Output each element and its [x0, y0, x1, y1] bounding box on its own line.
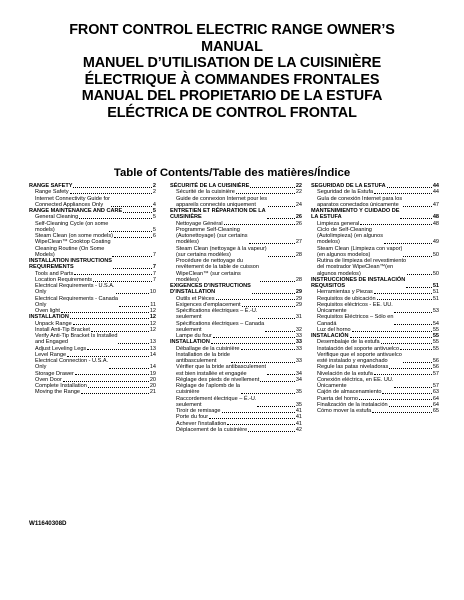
- toc-entry: [29, 296, 156, 309]
- dot-leader: [93, 281, 152, 282]
- toc-entry-label: Verifique que el soporte antivuelco esté instalado y enganchado: [317, 351, 402, 364]
- toc-entry-label: Installation de la bride antibasculement: [176, 351, 230, 364]
- dot-leader: [389, 368, 432, 369]
- toc-entry-label: Level Range: [35, 351, 67, 358]
- toc-page-number: 13: [149, 339, 156, 346]
- dot-leader: [384, 243, 432, 244]
- dot-leader: [267, 374, 295, 375]
- dot-leader: [252, 293, 295, 294]
- toc-entry-label: Range Safety: [35, 189, 69, 196]
- toc-entry-label: Guide de connexion Internet pour les appareils connectés uniquement: [176, 195, 267, 208]
- dot-leader: [242, 306, 295, 307]
- dot-leader: [382, 393, 431, 394]
- toc-page-number: 5: [152, 214, 156, 221]
- dot-leader: [394, 387, 431, 388]
- toc-entry-label: Puerta del horno: [317, 395, 359, 402]
- toc-page-number: 55: [432, 339, 439, 346]
- toc-entry: [311, 258, 439, 277]
- toc-entry: [170, 196, 302, 209]
- dot-leader: [112, 256, 152, 257]
- toc-entry: [29, 358, 156, 371]
- toc-entry: [170, 308, 302, 321]
- dot-leader: [123, 212, 152, 213]
- toc-entry-label: Internet Connectivity Guide for Connected Appliances Only: [35, 195, 110, 208]
- dot-leader: [87, 349, 149, 350]
- toc-section-entry: [29, 258, 156, 271]
- toc-entry-label: Spécifications électriques – É.-U. seulement: [176, 308, 258, 321]
- toc-page-number: 12: [149, 314, 156, 321]
- dot-leader: [387, 187, 432, 188]
- toc-entry-label: Programme Self-Cleaning (Autonettoyage) (sur certains modèles): [176, 226, 248, 246]
- toc-section-entry: [170, 208, 302, 221]
- dot-leader: [394, 312, 432, 313]
- toc-page-number: 34: [295, 370, 302, 377]
- toc-entry-label: Tiroir de remisage: [176, 408, 221, 414]
- toc-section-entry: [311, 208, 439, 221]
- toc-entry-label: Instalación del soporte antivuelco: [317, 345, 400, 352]
- toc-entry: [311, 314, 439, 327]
- dot-leader: [350, 337, 432, 338]
- toc-entry: [311, 196, 439, 209]
- toc-entry-label: INSTALACIÓN: [311, 333, 349, 339]
- dot-leader: [260, 281, 295, 282]
- toc-page-number: 12: [149, 320, 156, 327]
- toc-entry-label: Electrical Connection - U.S.A. Only: [35, 358, 109, 371]
- toc-entry: [170, 427, 302, 433]
- dot-leader: [74, 274, 152, 275]
- toc-page-number: 47: [432, 201, 439, 208]
- dot-leader: [79, 218, 152, 219]
- toc-entry-label: Sécurité de la cuisinière: [176, 189, 235, 196]
- toc-entry: [170, 352, 302, 365]
- toc-entry-label: EXIGENCES D'INSTRUCTIONS D'INSTALLATION: [170, 283, 251, 296]
- toc-entry: [29, 196, 156, 209]
- dot-leader: [224, 224, 295, 225]
- dot-leader: [257, 406, 294, 407]
- toc-page-number: 41: [295, 414, 302, 421]
- toc-entry-label: Réglage de l'aplomb de la cuisinière: [176, 383, 240, 396]
- toc-entry-label: Steam Clean (nettoyage à la vapeur) (sur certains modèles): [176, 245, 267, 258]
- toc-page-number: 19: [149, 370, 156, 377]
- title-line-4: ÉLECTRIQUE À COMMANDES FRONTALES: [84, 71, 380, 88]
- toc-entry-label: RANGE MAINTENANCE AND CARE: [29, 208, 123, 214]
- dot-leader: [268, 206, 295, 207]
- toc-entry: [311, 246, 439, 259]
- dot-leader: [403, 362, 432, 363]
- toc-entry-label: INSTALLATION: [29, 314, 69, 321]
- toc-entry: [29, 221, 156, 234]
- toc-page-number: 33: [295, 358, 302, 364]
- toc-page-number: 21: [149, 389, 156, 396]
- toc-column-spanish: [311, 183, 439, 414]
- toc-entry-label: Location Requirements: [35, 276, 93, 283]
- toc-page-number: 55: [432, 345, 439, 352]
- toc-entry: [311, 302, 439, 315]
- toc-entry-label: Exigences d'emplacement: [176, 301, 241, 308]
- toc-page-number: 35: [295, 389, 302, 396]
- toc-entry-label: Requisitos Eléctricos – Sólo en Canadá: [317, 314, 394, 327]
- toc-entry-label: Unpack Range: [35, 320, 72, 327]
- toc-page-number: 34: [295, 376, 302, 383]
- toc-page-number: 5: [152, 226, 156, 233]
- toc-entry-label: Guía de conexión Internet para los aparatos conectados únicamente: [317, 195, 403, 208]
- toc-page-number: 51: [432, 283, 439, 289]
- toc-page-number: 57: [432, 370, 439, 377]
- toc-page-number: 35: [295, 401, 302, 408]
- toc-page-number: 20: [149, 376, 156, 383]
- toc-page-number: 4: [152, 201, 156, 208]
- dot-leader: [236, 193, 295, 194]
- dot-leader: [265, 331, 295, 332]
- dot-leader: [216, 299, 295, 300]
- toc-entry: [29, 239, 156, 258]
- toc-entry-label: Tools and Parts: [35, 270, 74, 277]
- toc-entry: [311, 377, 439, 390]
- dot-leader: [403, 256, 431, 257]
- dot-leader: [360, 224, 432, 225]
- toc-page-number: 57: [432, 383, 439, 389]
- toc-entry: [29, 283, 156, 296]
- dot-leader: [75, 374, 149, 375]
- toc-page-number: 33: [295, 333, 302, 339]
- title-line-1: FRONT CONTROL ELECTRIC RANGE OWNER’S: [69, 22, 395, 38]
- dot-leader: [119, 306, 149, 307]
- toc-entry-label: Requisitos de ubicación: [317, 295, 376, 302]
- dot-leader: [241, 349, 295, 350]
- toc-page-number: 65: [432, 408, 439, 414]
- dot-leader: [248, 431, 295, 432]
- toc-entry-label: Porte du four: [176, 414, 209, 421]
- toc-entry-label: Cajón de almacenamiento: [317, 389, 382, 396]
- toc-page-number: 5: [152, 208, 156, 214]
- toc-entry-label: Procédure de nettoyage du revêtement de la table de cuisson WipeClean™ (sur certains modèles): [176, 258, 259, 283]
- toc-page-number: 64: [432, 401, 439, 408]
- toc-entry: [170, 321, 302, 334]
- toc-entry: [170, 258, 302, 283]
- toc-page-number: 7: [152, 270, 156, 277]
- dot-leader: [67, 356, 149, 357]
- dot-leader: [377, 299, 432, 300]
- toc-page-number: 26: [295, 220, 302, 227]
- toc-entry-label: Vérifier que la bride antibasculement est bien installée et engagée: [176, 364, 267, 377]
- toc-entry-label: Ciclo de Self-Cleaning (Autolimpieza) (en algunos modelos): [317, 226, 383, 246]
- dot-leader: [70, 318, 149, 319]
- toc-page-number: 14: [149, 351, 156, 358]
- toc-entry-label: Oven light: [35, 308, 60, 314]
- dot-leader: [267, 218, 295, 219]
- dot-leader: [73, 187, 151, 188]
- toc-page-number: 42: [295, 426, 302, 433]
- dot-leader: [61, 312, 149, 313]
- dot-leader: [63, 381, 149, 382]
- toc-page-number: 20: [149, 383, 156, 389]
- dot-leader: [400, 349, 432, 350]
- toc-entry-label: Adjust Leveling Legs: [35, 345, 87, 352]
- dot-leader: [359, 399, 432, 400]
- toc-entry-label: Herramientas y Piezas: [317, 289, 373, 296]
- toc-entry-label: Cómo mover la estufa: [317, 408, 372, 414]
- toc-entry-label: Seguridad de la Estufa: [317, 189, 374, 196]
- toc-page-number: 63: [432, 389, 439, 396]
- toc-entry-label: Finalización de la instalación: [317, 401, 388, 408]
- toc-entry-label: Rutina de limpieza del revestimiento del mostrador WipeClean™(en algunos modelos): [317, 258, 407, 277]
- dot-leader: [114, 237, 152, 238]
- toc-entry-label: Install Anti-Tip Bracket: [35, 326, 90, 333]
- toc-entry-label: Achever l'installation: [176, 420, 227, 427]
- dot-leader: [227, 424, 294, 425]
- toc-entry-label: Conexión eléctrica, en EE. UU. Únicamente: [317, 376, 394, 389]
- toc-page-number: 51: [432, 295, 439, 302]
- toc-page-number: 54: [432, 320, 439, 327]
- dot-leader: [209, 418, 295, 419]
- toc-page-number: 41: [295, 420, 302, 427]
- toc-entry-label: Requisitos eléctricos - EE. UU. Únicamente: [317, 301, 393, 314]
- title-line-2: MANUAL: [201, 38, 263, 55]
- toc-page-number: 56: [432, 364, 439, 371]
- toc-page-number: 53: [432, 308, 439, 314]
- toc-page-number: 28: [295, 276, 302, 283]
- dot-leader: [250, 187, 295, 188]
- toc-entry-label: RANGE SAFETY: [29, 183, 73, 189]
- toc-entry: [170, 396, 302, 409]
- dot-leader: [109, 368, 149, 369]
- dot-leader: [374, 193, 432, 194]
- toc-entry-label: Nettoyage Général: [176, 220, 223, 227]
- manual-title-block: [0, 22, 464, 121]
- toc-page-number: 50: [432, 251, 439, 258]
- dot-leader: [70, 193, 152, 194]
- toc-entry-label: Déballage de la cuisinière: [176, 345, 240, 352]
- toc-entry-label: Nivelación de la estufa: [317, 370, 373, 377]
- dot-leader: [407, 274, 432, 275]
- toc-entry-label: INSTRUCCIONES DE INSTALACIÓN REQUISITOS: [311, 276, 406, 289]
- toc-page-number: 55: [432, 326, 439, 333]
- dot-leader: [111, 206, 152, 207]
- toc-entry-label: INSTALLATION INSTRUCTIONS REQUIREMENTS: [29, 258, 112, 271]
- dot-leader: [118, 343, 148, 344]
- toc-page-number: 27: [295, 239, 302, 246]
- toc-page-number: 33: [295, 345, 302, 352]
- toc-page-number: 44: [432, 189, 439, 196]
- dot-leader: [352, 331, 432, 332]
- toc-page-number: 22: [295, 183, 302, 189]
- toc-entry-label: Self-Cleaning Cycle (on some models): [35, 220, 109, 233]
- toc-entry: [170, 227, 302, 246]
- toc-page-number: 6: [152, 233, 156, 239]
- toc-page-number: 48: [432, 220, 439, 227]
- toc-entry: [311, 352, 439, 365]
- dot-leader: [268, 256, 295, 257]
- toc-page-number: 10: [149, 289, 156, 296]
- toc-entry-label: General Cleaning: [35, 214, 79, 221]
- toc-page-number: 31: [295, 314, 302, 321]
- toc-entry-label: SEGURIDAD DE LA ESTUFA: [311, 183, 386, 189]
- dot-leader: [211, 343, 295, 344]
- toc-entry-label: Storage Drawer: [35, 370, 74, 377]
- toc-entry: [311, 408, 439, 414]
- dot-leader: [374, 374, 432, 375]
- toc-entry-label: Oven Door: [35, 376, 62, 383]
- toc-page-number: 22: [295, 189, 302, 196]
- toc-entry-label: Regule las patas niveladoras: [317, 364, 389, 371]
- toc-entry-label: Réglage des pieds de nivellement: [176, 376, 260, 383]
- toc-page-number: 24: [295, 201, 302, 208]
- toc-page-number: 64: [432, 395, 439, 402]
- toc-entry-label: Lampe du four: [176, 333, 212, 339]
- dot-leader: [381, 343, 432, 344]
- toc-entry-label: Moving the Range: [35, 389, 81, 396]
- toc-section-entry: [170, 283, 302, 296]
- dot-leader: [249, 243, 295, 244]
- toc-page-number: 12: [149, 308, 156, 314]
- toc-entry-label: Steam Clean (on some models): [35, 233, 113, 239]
- toc-page-number: 41: [295, 408, 302, 414]
- toc-page-number: 56: [432, 358, 439, 364]
- toc-entry-label: Outils et Pièces: [176, 295, 215, 302]
- toc-entry-label: Luz del horno: [317, 326, 351, 333]
- toc-page-number: 7: [152, 276, 156, 283]
- toc-section-entry: [311, 277, 439, 290]
- dot-leader: [81, 393, 149, 394]
- dot-leader: [400, 218, 431, 219]
- toc-entry-label: MANTENIMIENTO Y CUIDADO DE LA ESTUFA: [311, 208, 400, 221]
- toc-page-number: 48: [432, 214, 439, 221]
- toc-page-number: 29: [295, 301, 302, 308]
- dot-leader: [113, 268, 152, 269]
- dot-leader: [91, 331, 149, 332]
- toc-page-number: 13: [149, 345, 156, 352]
- dot-leader: [406, 287, 432, 288]
- toc-entry-label: WipeClean™ Cooktop Coating Cleaning Routine (On Some Models): [35, 239, 111, 258]
- toc-page-number: 2: [152, 183, 156, 189]
- toc-entry-label: Complete Installation: [35, 383, 87, 389]
- dot-leader: [231, 362, 295, 363]
- dot-leader: [213, 337, 295, 338]
- dot-leader: [394, 324, 431, 325]
- toc-page-number: 12: [149, 326, 156, 333]
- toc-page-number: 44: [432, 183, 439, 189]
- dot-leader: [258, 318, 294, 319]
- title-line-3: MANUEL D’UTILISATION DE LA CUISINIÈRE: [82, 55, 382, 71]
- dot-leader: [241, 393, 295, 394]
- dot-leader: [73, 324, 149, 325]
- toc-column-english: [29, 183, 156, 396]
- toc-entry-label: Steam Clean (Limpieza con vapor) (en algunos modelos): [317, 245, 403, 258]
- toc-page-number: 26: [295, 214, 302, 221]
- toc-page-number: 2: [152, 189, 156, 196]
- dot-leader: [116, 293, 149, 294]
- toc-entry: [29, 333, 156, 346]
- document-number: W11640308D: [29, 520, 67, 527]
- toc-entry-label: Limpieza general: [317, 220, 360, 227]
- toc-entry-label: Electrical Requirements - Canada Only: [35, 295, 118, 308]
- toc-entry-label: SÉCURITÉ DE LA CUISINIÈRE: [170, 183, 250, 189]
- toc-column-french: [170, 183, 302, 433]
- toc-page-number: 14: [149, 364, 156, 371]
- toc-page-number: 50: [432, 270, 439, 277]
- toc-page-number: 32: [295, 326, 302, 333]
- toc-page-number: 33: [295, 339, 302, 346]
- toc-entry: [29, 389, 156, 395]
- dot-leader: [109, 231, 152, 232]
- toc-page-number: 29: [295, 295, 302, 302]
- toc-page-number: 7: [152, 264, 156, 271]
- toc-page-number: 49: [432, 239, 439, 246]
- title-line-5: MANUAL DEL PROPIETARIO DE LA ESTUFA: [81, 88, 383, 104]
- toc-entry-label: Spécifications électriques – Canada seulement: [176, 320, 265, 333]
- toc-page-number: 51: [432, 289, 439, 296]
- dot-leader: [372, 412, 432, 413]
- toc-entry: [170, 246, 302, 259]
- dot-leader: [260, 381, 295, 382]
- toc-page-number: 11: [150, 301, 156, 308]
- toc-entry-label: Déplacement de la cuisinière: [176, 426, 248, 433]
- dot-leader: [222, 412, 295, 413]
- toc-entry: [311, 227, 439, 246]
- toc-entry-label: INSTALLATION: [170, 339, 210, 346]
- toc-entry: [170, 364, 302, 377]
- dot-leader: [403, 206, 432, 207]
- toc-entry-label: Electrical Requirements - U.S.A. Only: [35, 283, 115, 296]
- toc-page-number: 29: [295, 289, 302, 296]
- toc-page-number: 55: [432, 333, 439, 339]
- toc-entry-label: Desembalaje de la estufa: [317, 339, 380, 346]
- toc-entry-label: ENTRETIEN ET RÉPARATION DE LA CUISINIÈRE: [170, 208, 266, 221]
- toc-entry: [170, 383, 302, 396]
- dot-leader: [389, 406, 432, 407]
- dot-leader: [374, 293, 432, 294]
- toc-entry-label: Raccordement électrique – É.-U. seulement: [176, 395, 257, 408]
- toc-heading: Table of Contents/Table des matières/Índice: [113, 167, 351, 179]
- toc-entry-label: Verify Anti-Tip Bracket Is Installed and Engaged: [35, 333, 118, 346]
- title-line-6: ELÉCTRICA DE CONTROL FRONTAL: [107, 104, 357, 121]
- dot-leader: [88, 387, 149, 388]
- toc-page-number: 7: [152, 251, 156, 258]
- toc-page-number: 28: [295, 251, 302, 258]
